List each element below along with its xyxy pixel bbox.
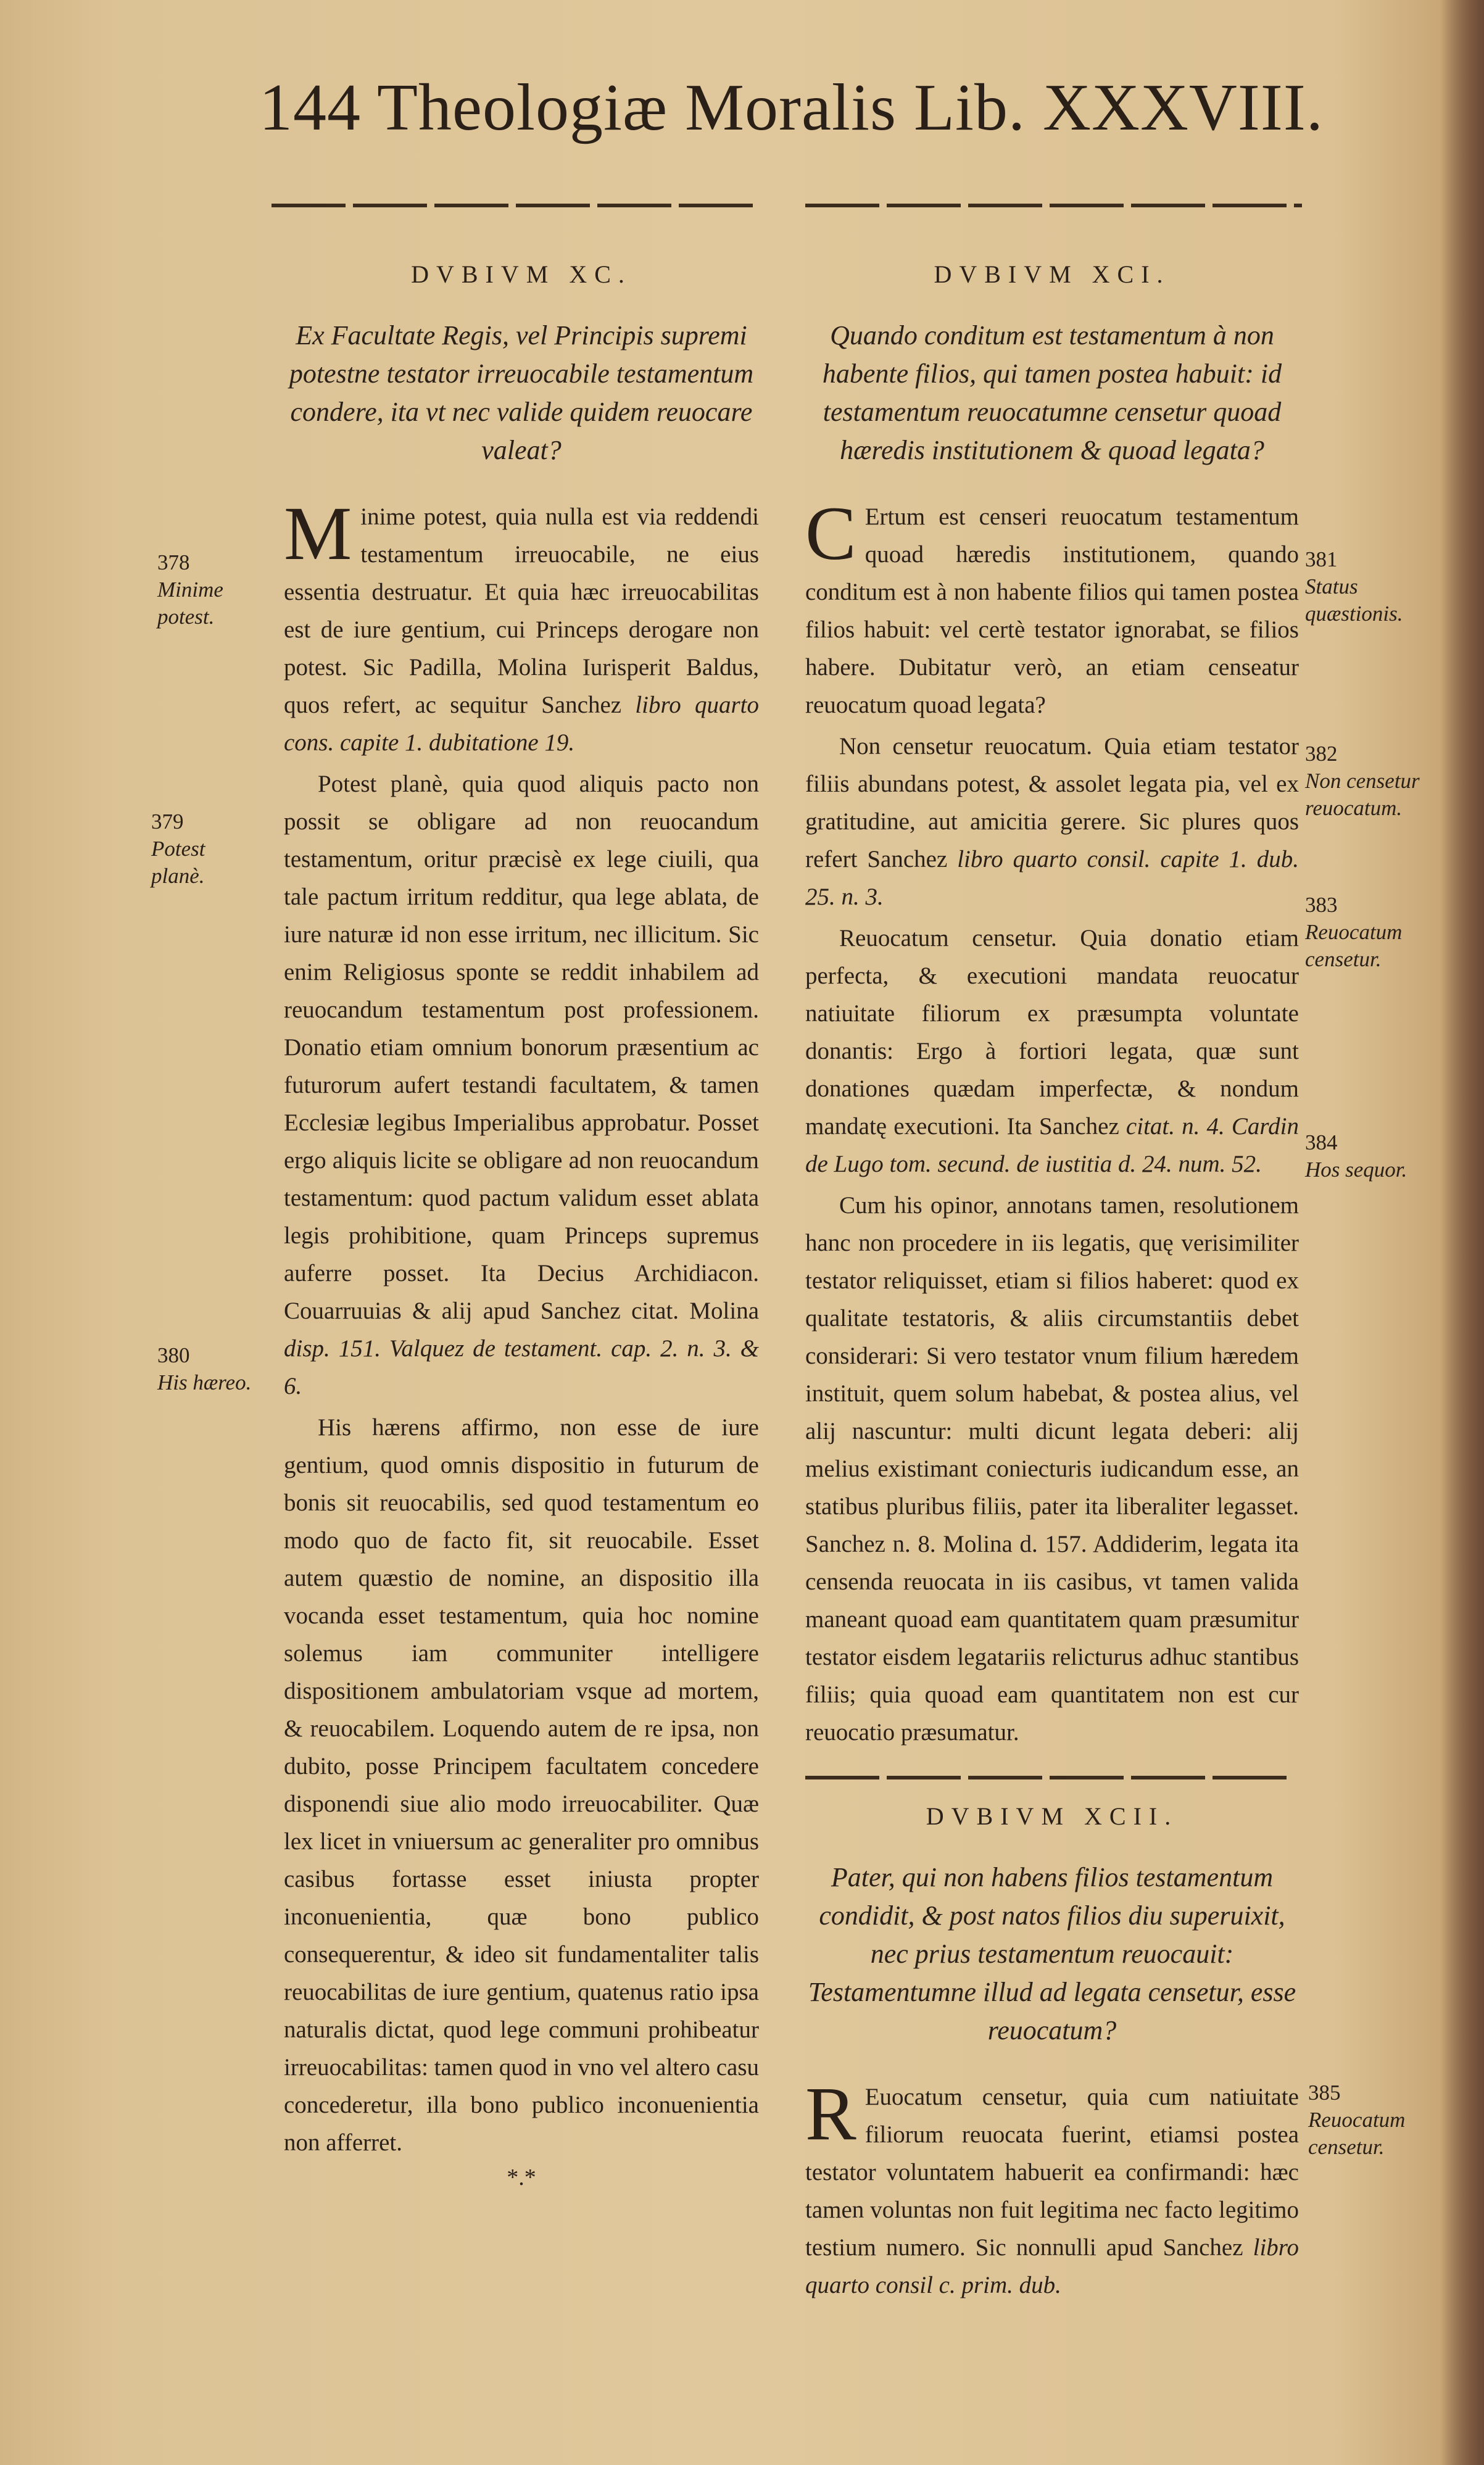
margin-note-378 [157,549,262,631]
margin-gloss: Non censetur reuocatum. [1305,769,1420,820]
citation: libro quarto cons. capite 1. dubitatione 19. [284,692,759,756]
citation: citat. n. 4. Cardin de Lugo tom. secund. de iustitia d. 24. num. 52. [805,1113,1299,1177]
margin-number: 384 [1305,1130,1338,1154]
citation: libro quarto consil. capite 1. dub. 25. n. 3. [805,846,1299,910]
margin-note-385 [1308,2079,1432,2161]
paragraph-text: inime potest, quia nulla est via reddendi testamentum irreuocabile, ne eius essentia destruatur. Et quia hæc irreuocabilitas est de iure gentium, cui Princeps derogare non potest. Sic Padilla, Molina Iurisperit Baldus, quos refert, ac sequitur Sanchez [284,503,759,718]
paragraph-text: Potest planè, quia quod aliquis pacto non possit se obligare ad non reuocandum testamentum, oritur præcisè ex lege ciuili, qua tale pactum irritum redditur, qua lege ablata, de iure naturæ id non esse irritum, nec illicitum. Sic enim Religiosus sponte se reddit inhabilem ad reuocandum testamentum post professionem. Donatio etiam omnium bonorum præsentium ac futurorum aufert testandi facultatem, & tamen Ecclesiæ legibus Imperialibus approbatur. Posset ergo aliquis licite se obligare ad non reuocandum testamentum: quod pactum validum esset ablata legis prohibitione, quam Princeps supremus auferre posset. Ita Decius Archidiacon. Couarruuias & alij apud Sanchez citat. Molina [284,771,759,1324]
margin-gloss: His hæreo. [157,1370,252,1394]
margin-gloss: Potest planè. [151,837,205,888]
right-column [805,256,1299,2308]
rule-section [805,1776,1293,1779]
paragraph-text: His hærens affirmo, non esse de iure gentium, quod omnis dispositio in futurum de bonis sit reuocabilis, sed quod testamentum eo modo quo de facto fit, sit reuocabile. Esset autem quæstio de nomine, an dispositio illa vocanda esset testamentum, quia hoc nomine solemus iam communiter intelligere dispositionem ambulatoriam vsque ad mortem, & reuocabilem. Loquendo autem de re ipsa, non dubito, posse Principem facultatem concedere disponendi siue alio modo irreuocabiliter. Quæ lex licet in vniuersum ac generaliter pro omnibus casibus fortasse esset iniusta propter inconuenientia, quæ bono publico consequerentur, & ideo sit fundamentaliter talis reuocabilitas de iure gentium, quatenus ratio ipsa naturalis dictat, quod lege communi prohibeatur irreuocabilitas: tamen quod in vno vel altero casu concederetur, illa bono publico inconuenientia non afferret. [284,1414,760,2156]
drop-cap: M [284,491,352,576]
paragraph-text: Non censetur reuocatum. Quia etiam testator filiis abundans potest, & assolet legata pia, vel ex gratitudine, aut amicitia gerere. Sic plures quos refert Sanchez [805,733,1299,872]
dubium-heading-xci: DVBIVM XCI. [934,260,1171,288]
citation: libro quarto consil c. prim. dub. [805,2234,1300,2298]
margin-note-381 [1305,546,1428,628]
paragraph-text: Ertum est censeri reuocatum testamentum quoad hæredis institutionem, quando conditum est à non habente filios qui tamen postea filios habuit: vel certè testator ignorabat, se filios habere. Dubitatur verò, an etiam censeatur reuocatum quoad legata? [805,503,1299,718]
running-head: 144 Theologiæ Moralis Lib. XXXVIII. [259,71,1324,144]
section-ornament: *.* [507,2165,536,2190]
paragraph-text: Euocatum censetur, quia cum natiuitate filiorum reuocata fuerint, etiamsi postea testator voluntatem habuerit ea confirmandi: hæc tamen voluntas non fuit legitima nec facto legitimo testium numero. Sic nonnulli apud Sanchez [805,2084,1299,2261]
paragraph-383 [805,919,1299,1183]
margin-gloss: Reuocatum censetur. [1305,920,1403,971]
question-xc: Ex Facultate Regis, vel Principis supremi potestne testator irreuocabile testamentum condere, ita vt nec valide quidem reuocare valeat? [289,320,754,465]
margin-number: 383 [1305,893,1338,917]
paragraph-384 [805,1187,1299,1751]
paragraph-text: Cum his opinor, annotans tamen, resolutionem hanc non procedere in iis legatis, quę verisimiliter testator reliquisset, etiam si filios haberet: quod ex qualitate testatoris, & aliis circumstantiis debet considerari: Si vero testator vnum filium hæredem instituit, quem solum habebat, & postea alius, vel alij nascuntur: multi dicunt legata deberi: alij melius existimant coniecturis iudicandum esse, an statibus pluribus filiis, pater ita liberaliter legasset. Sanchez n. 8. Molina d. 157. Addiderim, legata ita censenda reuocata in iis casibus, vt tamen valida maneant quoad eam quantitatem quam præsumitur testator eisdem legatariis relicturus adhuc stantibus filiis; quia quoad eam quantitatem non est cur reuocatio præsumatur. [805,1192,1299,1746]
margin-number: 381 [1305,547,1338,571]
rule-right [805,204,1302,207]
margin-note-380 [157,1342,268,1396]
paragraph-381 [805,491,1299,724]
paragraph-382 [805,727,1299,916]
margin-gloss: Hos sequor. [1305,1158,1407,1182]
question-xcii: Pater, qui non habens filios testamentum condidit, & post natos filios diu superuixit, nec prius testamentum reuocauit: Testamentumne illud ad legata censetur, esse reuocatum? [808,1862,1296,2045]
paragraph-380 [284,1409,759,2161]
margin-number: 380 [157,1343,190,1367]
margin-gloss: Minime potest. [157,578,223,629]
dubium-heading-xcii: DVBIVM XCII. [926,1802,1179,1830]
page-edge-shadow [1441,0,1484,2465]
rule-left [272,204,759,207]
paragraph-text: Reuocatum censetur. Quia donatio etiam perfecta, & executioni mandata reuocatur natiuitate filiorum ex præsumpta voluntate donantis: Ergo à fortiori legata, quæ sunt donationes quædam imperfectæ, & nondum mandatę executioni. Ita Sanchez [805,925,1299,1140]
dubium-heading-xc: DVBIVM XC. [411,260,632,288]
drop-cap: R [805,2071,856,2156]
paragraph-379 [284,765,759,1405]
margin-note-382 [1305,740,1428,822]
paragraph-378 [284,491,759,761]
paragraph-385 [805,2071,1300,2304]
margin-note-384 [1305,1129,1428,1183]
drop-cap: C [805,491,856,576]
margin-number: 378 [157,550,190,574]
margin-gloss: Status quæstionis. [1305,574,1403,626]
margin-number: 382 [1305,742,1338,766]
margin-number: 385 [1308,2081,1341,2105]
margin-note-379 [151,808,262,890]
margin-gloss: Reuocatum censetur. [1308,2108,1406,2159]
question-xci: Quando conditum est testamentum à non habente filios, qui tamen postea habuit: id testamentum reuocatumne censetur quoad hæredis institutionem & quoad legata? [822,320,1282,465]
margin-note-383 [1305,892,1428,973]
margin-number: 379 [151,810,184,834]
citation: disp. 151. Valquez de testament. cap. 2. n. 3. & 6. [284,1335,759,1399]
left-column [284,256,759,2190]
